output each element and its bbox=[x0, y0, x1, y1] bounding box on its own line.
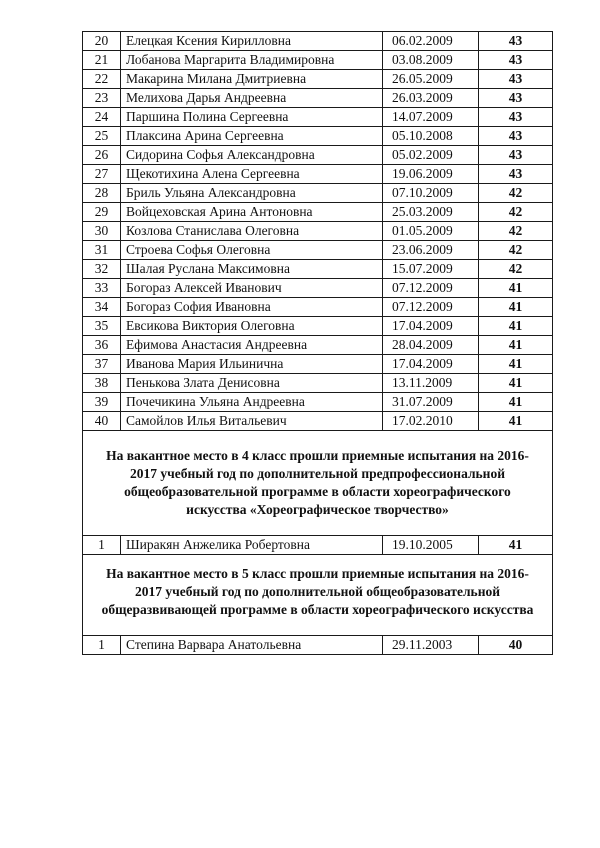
birth-date: 31.07.2009 bbox=[383, 393, 479, 412]
birth-date: 19.06.2009 bbox=[383, 165, 479, 184]
score: 42 bbox=[479, 260, 553, 279]
table-row bbox=[83, 636, 553, 655]
table-row bbox=[83, 89, 553, 108]
row-number: 35 bbox=[83, 317, 121, 336]
row-number: 30 bbox=[83, 222, 121, 241]
section-grade5-rows bbox=[83, 636, 553, 655]
student-name: Богораз София Ивановна bbox=[121, 298, 383, 317]
table-row bbox=[83, 298, 553, 317]
table-row bbox=[83, 203, 553, 222]
score: 42 bbox=[479, 241, 553, 260]
section-heading-row bbox=[83, 555, 553, 636]
score: 41 bbox=[479, 412, 553, 431]
score: 41 bbox=[479, 317, 553, 336]
row-number: 36 bbox=[83, 336, 121, 355]
table-row bbox=[83, 279, 553, 298]
main-rows bbox=[83, 32, 553, 431]
score: 43 bbox=[479, 89, 553, 108]
table-row bbox=[83, 146, 553, 165]
score: 41 bbox=[479, 374, 553, 393]
table-row bbox=[83, 412, 553, 431]
section-grade4-heading-text: На вакантное место в 4 класс прошли приемные испытания на 2016-2017 учебный год по дополнительной предпрофессиональной общеобразовательной программе в области хореографического искусства «Хореографическое творчество» bbox=[106, 448, 529, 517]
row-number: 27 bbox=[83, 165, 121, 184]
row-number: 40 bbox=[83, 412, 121, 431]
score: 43 bbox=[479, 165, 553, 184]
row-number: 37 bbox=[83, 355, 121, 374]
birth-date: 05.10.2008 bbox=[383, 127, 479, 146]
row-number: 1 bbox=[83, 636, 121, 655]
birth-date: 23.06.2009 bbox=[383, 241, 479, 260]
score: 41 bbox=[479, 355, 553, 374]
row-number: 23 bbox=[83, 89, 121, 108]
section-grade5-heading-text: На вакантное место в 5 класс прошли приемные испытания на 2016-2017 учебный год по дополнительной общеобразовательной общеразвивающей программе в области хореографического искусства bbox=[101, 566, 534, 617]
birth-date: 13.11.2009 bbox=[383, 374, 479, 393]
student-name: Степина Варвара Анатольевна bbox=[121, 636, 383, 655]
student-name: Самойлов Илья Витальевич bbox=[121, 412, 383, 431]
row-number: 33 bbox=[83, 279, 121, 298]
student-name: Бриль Ульяна Александровна bbox=[121, 184, 383, 203]
table-row bbox=[83, 260, 553, 279]
table-row bbox=[83, 51, 553, 70]
row-number: 31 bbox=[83, 241, 121, 260]
row-number: 1 bbox=[83, 536, 121, 555]
row-number: 34 bbox=[83, 298, 121, 317]
score: 41 bbox=[479, 298, 553, 317]
score: 42 bbox=[479, 184, 553, 203]
student-name: Елецкая Ксения Кирилловна bbox=[121, 32, 383, 51]
birth-date: 03.08.2009 bbox=[383, 51, 479, 70]
table-row bbox=[83, 70, 553, 89]
section-grade4-rows bbox=[83, 536, 553, 555]
birth-date: 17.04.2009 bbox=[383, 317, 479, 336]
student-name: Козлова Станислава Олеговна bbox=[121, 222, 383, 241]
table-row bbox=[83, 536, 553, 555]
student-name: Евсикова Виктория Олеговна bbox=[121, 317, 383, 336]
student-name: Мелихова Дарья Андреевна bbox=[121, 89, 383, 108]
birth-date: 29.11.2003 bbox=[383, 636, 479, 655]
score: 42 bbox=[479, 222, 553, 241]
student-name: Почечикина Ульяна Андреевна bbox=[121, 393, 383, 412]
birth-date: 17.04.2009 bbox=[383, 355, 479, 374]
row-number: 21 bbox=[83, 51, 121, 70]
birth-date: 01.05.2009 bbox=[383, 222, 479, 241]
table-row bbox=[83, 336, 553, 355]
birth-date: 07.10.2009 bbox=[383, 184, 479, 203]
section-grade4-heading bbox=[83, 431, 553, 536]
student-name: Шалая Руслана Максимовна bbox=[121, 260, 383, 279]
score: 41 bbox=[479, 536, 553, 555]
row-number: 20 bbox=[83, 32, 121, 51]
table-row bbox=[83, 317, 553, 336]
student-name: Богораз Алексей Иванович bbox=[121, 279, 383, 298]
row-number: 28 bbox=[83, 184, 121, 203]
score: 42 bbox=[479, 203, 553, 222]
score: 43 bbox=[479, 32, 553, 51]
birth-date: 25.03.2009 bbox=[383, 203, 479, 222]
table-row bbox=[83, 393, 553, 412]
table-row bbox=[83, 108, 553, 127]
birth-date: 15.07.2009 bbox=[383, 260, 479, 279]
score: 43 bbox=[479, 51, 553, 70]
student-name: Сидорина Софья Александровна bbox=[121, 146, 383, 165]
row-number: 24 bbox=[83, 108, 121, 127]
document-sheet bbox=[82, 31, 552, 655]
score: 43 bbox=[479, 108, 553, 127]
student-name: Макарина Милана Дмитриевна bbox=[121, 70, 383, 89]
birth-date: 17.02.2010 bbox=[383, 412, 479, 431]
student-name: Паршина Полина Сергеевна bbox=[121, 108, 383, 127]
score: 41 bbox=[479, 393, 553, 412]
section-grade4 bbox=[83, 431, 553, 536]
student-name: Плаксина Арина Сергеевна bbox=[121, 127, 383, 146]
birth-date: 19.10.2005 bbox=[383, 536, 479, 555]
birth-date: 07.12.2009 bbox=[383, 279, 479, 298]
birth-date: 06.02.2009 bbox=[383, 32, 479, 51]
birth-date: 14.07.2009 bbox=[383, 108, 479, 127]
student-name: Пенькова Злата Денисовна bbox=[121, 374, 383, 393]
student-name: Ефимова Анастасия Андреевна bbox=[121, 336, 383, 355]
score: 40 bbox=[479, 636, 553, 655]
score: 43 bbox=[479, 70, 553, 89]
row-number: 32 bbox=[83, 260, 121, 279]
student-name: Щекотихина Алена Сергеевна bbox=[121, 165, 383, 184]
birth-date: 26.03.2009 bbox=[383, 89, 479, 108]
student-name: Войцеховская Арина Антоновна bbox=[121, 203, 383, 222]
section-grade5 bbox=[83, 555, 553, 636]
student-name: Иванова Мария Ильинична bbox=[121, 355, 383, 374]
row-number: 22 bbox=[83, 70, 121, 89]
birth-date: 05.02.2009 bbox=[383, 146, 479, 165]
row-number: 38 bbox=[83, 374, 121, 393]
table-row bbox=[83, 355, 553, 374]
student-name: Лобанова Маргарита Владимировна bbox=[121, 51, 383, 70]
student-name: Ширакян Анжелика Робертовна bbox=[121, 536, 383, 555]
table-row bbox=[83, 184, 553, 203]
birth-date: 28.04.2009 bbox=[383, 336, 479, 355]
score: 41 bbox=[479, 279, 553, 298]
table-row bbox=[83, 241, 553, 260]
row-number: 39 bbox=[83, 393, 121, 412]
results-table bbox=[82, 31, 553, 655]
birth-date: 07.12.2009 bbox=[383, 298, 479, 317]
table-row bbox=[83, 374, 553, 393]
section-grade5-heading bbox=[83, 555, 553, 636]
table-row bbox=[83, 32, 553, 51]
table-row bbox=[83, 165, 553, 184]
birth-date: 26.05.2009 bbox=[383, 70, 479, 89]
score: 43 bbox=[479, 146, 553, 165]
score: 43 bbox=[479, 127, 553, 146]
table-row bbox=[83, 127, 553, 146]
row-number: 29 bbox=[83, 203, 121, 222]
section-heading-row bbox=[83, 431, 553, 536]
table-row bbox=[83, 222, 553, 241]
row-number: 25 bbox=[83, 127, 121, 146]
student-name: Строева Софья Олеговна bbox=[121, 241, 383, 260]
score: 41 bbox=[479, 336, 553, 355]
row-number: 26 bbox=[83, 146, 121, 165]
